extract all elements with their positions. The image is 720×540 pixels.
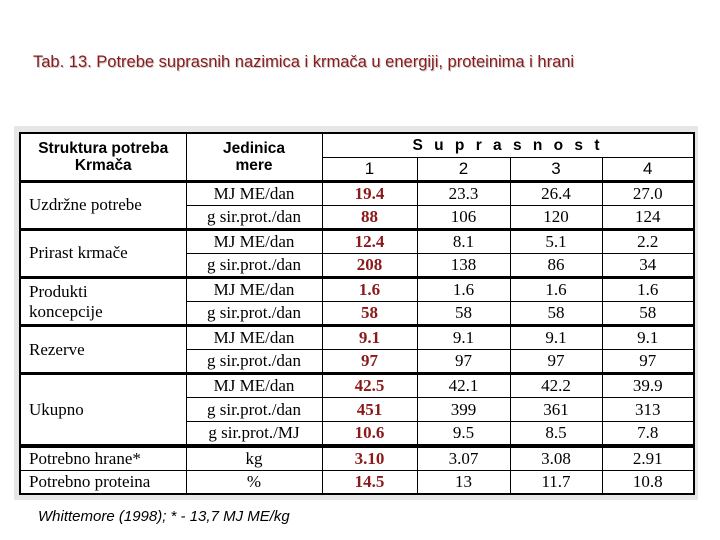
value-cell: 19.4 [322, 181, 417, 205]
unit-cell: MJ ME/dan [186, 229, 322, 253]
value-cell: 88 [322, 205, 417, 229]
value-cell: 26.4 [510, 181, 602, 205]
category-cell: Produkti koncepcije [20, 277, 186, 325]
value-cell: 399 [417, 398, 510, 422]
value-cell: 10.6 [322, 421, 417, 445]
value-cell: 1.6 [602, 277, 694, 301]
header-period-3: 3 [510, 157, 602, 181]
unit-cell: g sir.prot./MJ [186, 421, 322, 445]
value-cell: 58 [322, 302, 417, 326]
footer-body [20, 447, 694, 494]
header-suprasnost [322, 133, 694, 157]
table-body [20, 181, 694, 445]
header-jedinica: Jedinica mere [186, 133, 322, 181]
value-cell: 42.5 [322, 374, 417, 398]
category-cell: Prirast krmače [20, 229, 186, 277]
unit-cell: MJ ME/dan [186, 181, 322, 205]
value-cell: 42.2 [510, 374, 602, 398]
category-cell: Uzdržne potrebe [20, 181, 186, 229]
value-cell: 9.1 [322, 326, 417, 350]
unit-cell: MJ ME/dan [186, 326, 322, 350]
unit-cell: g sir.prot./dan [186, 253, 322, 277]
value-cell: 34 [602, 253, 694, 277]
value-cell: 1.6 [322, 277, 417, 301]
unit-cell: g sir.prot./dan [186, 302, 322, 326]
header-period-2: 2 [417, 157, 510, 181]
unit-cell: % [186, 471, 322, 495]
value-cell: 42.1 [417, 374, 510, 398]
footer-table [19, 446, 695, 495]
value-cell: 106 [417, 205, 510, 229]
unit-cell: kg [186, 447, 322, 471]
value-cell: 9.1 [602, 326, 694, 350]
category-cell: Ukupno [20, 374, 186, 445]
header-period-4: 4 [602, 157, 694, 181]
table-row [20, 229, 694, 253]
table-row [20, 181, 694, 205]
value-cell: 58 [602, 302, 694, 326]
value-cell: 120 [510, 205, 602, 229]
unit-cell: MJ ME/dan [186, 374, 322, 398]
table-row [20, 277, 694, 301]
value-cell: 9.1 [417, 326, 510, 350]
value-cell: 14.5 [322, 471, 417, 495]
category-cell: Potrebno proteina [20, 471, 186, 495]
footer-row [20, 447, 694, 471]
value-cell: 11.7 [510, 471, 602, 495]
value-cell: 1.6 [417, 277, 510, 301]
value-cell: 8.1 [417, 229, 510, 253]
value-cell: 3.07 [417, 447, 510, 471]
value-cell: 9.5 [417, 421, 510, 445]
unit-cell: g sir.prot./dan [186, 398, 322, 422]
footer-row [20, 471, 694, 495]
source-note: Whittemore (1998); * - 13,7 MJ ME/kg [38, 508, 290, 525]
value-cell: 3.08 [510, 447, 602, 471]
table-row [20, 374, 694, 398]
value-cell: 27.0 [602, 181, 694, 205]
value-cell: 9.1 [510, 326, 602, 350]
value-cell: 13 [417, 471, 510, 495]
value-cell: 97 [417, 350, 510, 374]
value-cell: 8.5 [510, 421, 602, 445]
value-cell: 313 [602, 398, 694, 422]
value-cell: 2.91 [602, 447, 694, 471]
table-panel [14, 126, 698, 500]
unit-cell: g sir.prot./dan [186, 350, 322, 374]
value-cell: 58 [510, 302, 602, 326]
table-title: Tab. 13. Potrebe suprasnih nazimica i krmača u energiji, proteinima i hrani [33, 53, 575, 71]
unit-cell: g sir.prot./dan [186, 205, 322, 229]
value-cell: 10.8 [602, 471, 694, 495]
value-cell: 1.6 [510, 277, 602, 301]
table-row [20, 326, 694, 350]
value-cell: 451 [322, 398, 417, 422]
energy-protein-table [19, 132, 695, 446]
value-cell: 12.4 [322, 229, 417, 253]
value-cell: 138 [417, 253, 510, 277]
suprasnost-label: S u p r a s n o s t [412, 136, 604, 154]
value-cell: 39.9 [602, 374, 694, 398]
category-cell: Rezerve [20, 326, 186, 374]
category-cell: Potrebno hrane* [20, 447, 186, 471]
header-period-1: 1 [322, 157, 417, 181]
value-cell: 86 [510, 253, 602, 277]
value-cell: 2.2 [602, 229, 694, 253]
value-cell: 3.10 [322, 447, 417, 471]
value-cell: 97 [322, 350, 417, 374]
value-cell: 58 [417, 302, 510, 326]
value-cell: 5.1 [510, 229, 602, 253]
value-cell: 97 [510, 350, 602, 374]
value-cell: 7.8 [602, 421, 694, 445]
value-cell: 97 [602, 350, 694, 374]
value-cell: 23.3 [417, 181, 510, 205]
value-cell: 208 [322, 253, 417, 277]
value-cell: 124 [602, 205, 694, 229]
header-struktura: Struktura potreba Krmača [20, 133, 186, 181]
unit-cell: MJ ME/dan [186, 277, 322, 301]
value-cell: 361 [510, 398, 602, 422]
